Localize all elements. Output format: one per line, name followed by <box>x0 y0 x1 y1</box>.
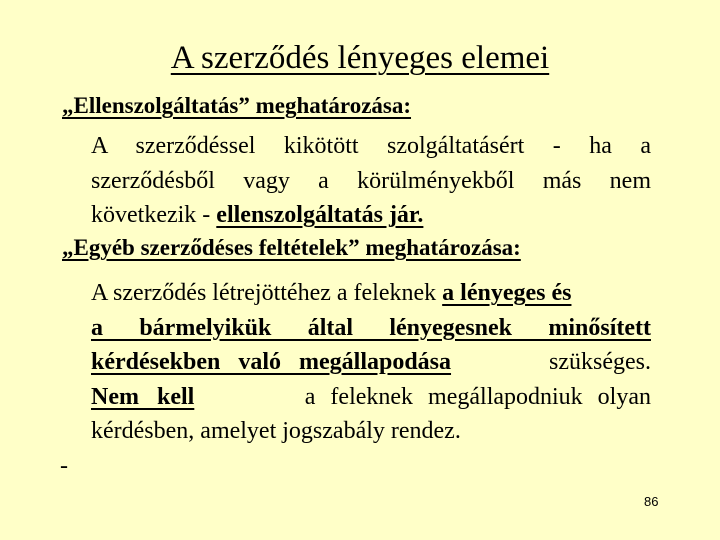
section-heading-egyeb-feltetelek: „Egyéb szerződéses feltételek” meghatározása: <box>62 235 521 260</box>
paragraph-line <box>91 276 651 311</box>
section-heading-ellenszolgaltatas: „Ellenszolgáltatás” meghatározása: <box>62 93 412 118</box>
paragraph-text: szükséges. <box>549 349 651 375</box>
emphasized-line: a bármelyikük által lényegesnek minősített <box>91 314 651 341</box>
paragraph-text: A szerződés létrejöttéhez a feleknek <box>91 280 443 306</box>
slide-title: A szerződés lényeges elemei <box>170 40 550 76</box>
paragraph-line: kérdésben, amelyet jogszabály rendez. <box>91 418 461 444</box>
emphasized-text: ellenszolgáltatás jár. <box>216 202 424 228</box>
paragraph-line: szerződésből vagy a körülményekből más nem <box>91 167 651 194</box>
section-paragraph-ellenszolgaltatas <box>91 129 651 233</box>
paragraph-text: következik - <box>91 202 217 228</box>
paragraph-line <box>91 198 651 233</box>
emphasized-text: Nem kell <box>91 383 195 410</box>
page-number: 86 <box>644 494 659 509</box>
paragraph-text: a feleknek megállapodniuk olyan <box>304 383 651 410</box>
paragraph-line <box>91 380 651 415</box>
section-paragraph-egyeb-feltetelek <box>91 276 651 449</box>
paragraph-line <box>91 345 651 380</box>
emphasized-text: a lényeges és <box>442 280 572 306</box>
paragraph-line: A szerződéssel kikötött szolgáltatásért - ha a <box>91 133 651 159</box>
emphasized-text: kérdésekben való megállapodása <box>91 349 452 375</box>
dash-bullet: - <box>60 453 68 479</box>
